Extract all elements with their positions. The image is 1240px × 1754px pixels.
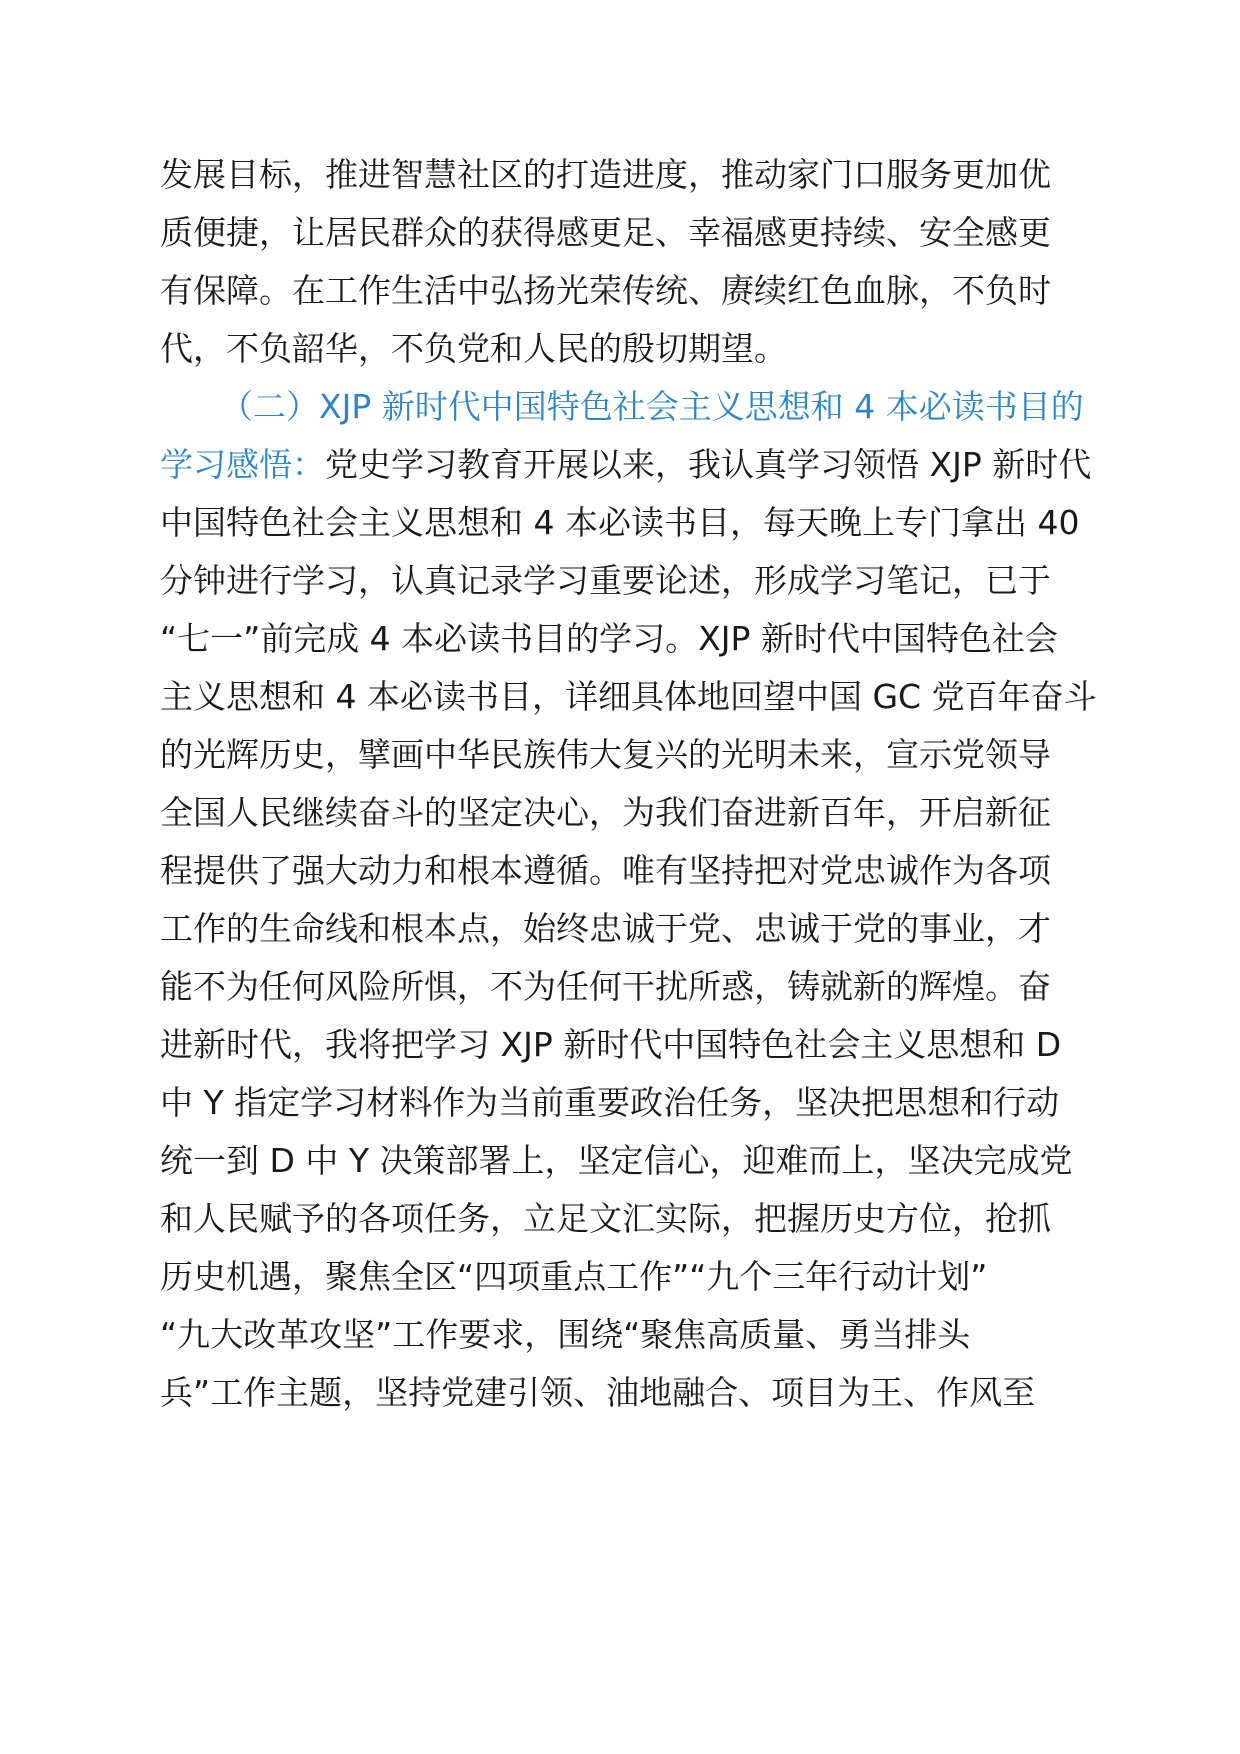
paragraph-text: 党史学习教育开展以来，我认真学习领悟 XJP 新时代 [325,445,1092,484]
paragraph-line: 中 Y 指定学习材料作为当前重要政治任务，坚决把思想和行动 [160,1083,1060,1122]
paragraph-line: 质便捷，让居民群众的获得感更足、幸福感更持续、安全感更 [160,213,1051,252]
paragraph-line: 能不为任何风险所惧，不为任何干扰所惑，铸就新的辉煌。奋 [160,967,1051,1006]
paragraph-line: 历史机遇，聚焦全区“四项重点工作”“九个三年行动计划” [160,1257,988,1296]
section-heading-tail: 学习感悟： [160,445,325,484]
section-heading: （二）XJP 新时代中国特色社会主义思想和 4 本必读书目的 [220,387,1084,426]
paragraph-line: “九大改革攻坚”工作要求，围绕“聚焦高质量、勇当排头 [160,1315,971,1354]
paragraph-line: 进新时代，我将把学习 XJP 新时代中国特色社会主义思想和 D [160,1025,1062,1064]
paragraph-line: 代，不负韶华，不负党和人民的殷切期望。 [160,329,787,368]
paragraph-line: 有保障。在工作生活中弘扬光荣传统、赓续红色血脉，不负时 [160,271,1051,310]
paragraph-line: “七一”前完成 4 本必读书目的学习。XJP 新时代中国特色社会 [160,619,1058,658]
section-heading-line2 [160,443,1091,487]
paragraph-line: 的光辉历史，擘画中华民族伟大复兴的光明未来，宣示党领导 [160,735,1051,774]
paragraph-line: 兵”工作主题，坚持党建引领、油地融合、项目为王、作风至 [160,1373,1036,1412]
paragraph-line: 全国人民继续奋斗的坚定决心，为我们奋进新百年，开启新征 [160,793,1051,832]
paragraph-line: 主义思想和 4 本必读书目，详细具体地回望中国 GC 党百年奋斗 [160,677,1097,716]
paragraph-line: 分钟进行学习，认真记录学习重要论述，形成学习笔记，已于 [160,561,1051,600]
paragraph-line: 中国特色社会主义思想和 4 本必读书目，每天晚上专门拿出 40 [160,503,1080,542]
paragraph-line: 程提供了强大动力和根本遵循。唯有坚持把对党忠诚作为各项 [160,851,1051,890]
paragraph-line: 统一到 D 中 Y 决策部署上，坚定信心，迎难而上，坚决完成党 [160,1141,1073,1180]
paragraph-line: 和人民赋予的各项任务，立足文汇实际，把握历史方位，抢抓 [160,1199,1051,1238]
paragraph-line: 发展目标，推进智慧社区的打造进度，推动家门口服务更加优 [160,155,1051,194]
paragraph-line: 工作的生命线和根本点，始终忠诚于党、忠诚于党的事业，才 [160,909,1051,948]
